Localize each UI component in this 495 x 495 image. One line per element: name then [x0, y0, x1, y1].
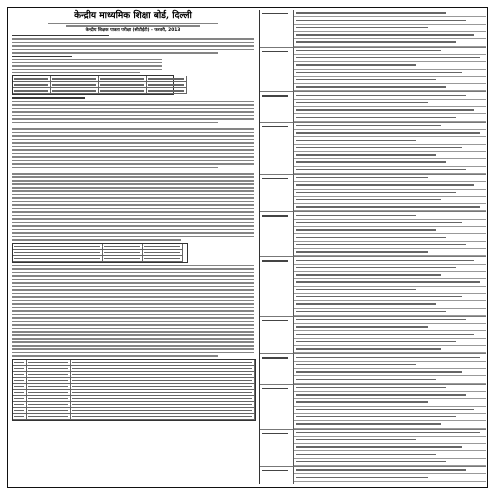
- centre-row: [294, 197, 486, 204]
- centre-row: [294, 62, 486, 69]
- exam-timing-table: [12, 75, 174, 95]
- centre-list: [294, 430, 486, 468]
- state-cell: [260, 257, 294, 317]
- state-cell: [260, 212, 294, 257]
- centre-row: [294, 234, 486, 241]
- centre-list: [294, 317, 486, 355]
- state-cell: [260, 10, 294, 48]
- state-cell: [260, 123, 294, 175]
- centre-row: [294, 346, 486, 353]
- centre-row: [294, 107, 486, 114]
- centre-row: [294, 317, 486, 324]
- centre-row: [294, 70, 486, 77]
- centre-row: [294, 92, 486, 99]
- centre-row: [294, 309, 486, 316]
- centre-row: [294, 331, 486, 338]
- centre-row: [294, 32, 486, 39]
- state-cell: [260, 467, 294, 484]
- centre-list: [294, 10, 486, 48]
- exam-centres-table: [260, 10, 486, 484]
- centre-list: [294, 48, 486, 93]
- centre-row: [294, 204, 486, 211]
- centre-row: [294, 287, 486, 294]
- centre-row: [294, 421, 486, 428]
- centre-row: [294, 114, 486, 121]
- notice-intro-text: [12, 35, 254, 54]
- centre-row: [294, 123, 486, 130]
- state-cell: [260, 430, 294, 468]
- centre-row: [294, 376, 486, 383]
- state-cell: [260, 317, 294, 355]
- centre-row: [294, 212, 486, 219]
- schedule-dates-block: [12, 56, 162, 74]
- centre-row: [294, 190, 486, 197]
- fee-table: [12, 243, 188, 263]
- centre-row: [294, 467, 486, 474]
- centre-row: [294, 279, 486, 286]
- centre-row: [294, 444, 486, 451]
- centre-row: [294, 459, 486, 466]
- centre-row: [294, 242, 486, 249]
- centre-row: [294, 257, 486, 264]
- notice-title: केन्द्रीय शिक्षक पात्रता परीक्षा (सीटीईटी) - फरवरी, 2013: [85, 27, 181, 33]
- centre-row: [294, 249, 486, 256]
- centre-row: [294, 369, 486, 376]
- centre-list: [294, 175, 486, 213]
- state-cell: [260, 48, 294, 93]
- organization-title: केन्द्रीय माध्यमिक शिक्षा बोर्ड, दिल्ली: [74, 11, 192, 21]
- notice-main-column: [12, 11, 254, 483]
- centre-row: [294, 100, 486, 107]
- centre-row: [294, 77, 486, 84]
- centre-row: [294, 301, 486, 308]
- centre-row: [294, 167, 486, 174]
- centre-row: [294, 339, 486, 346]
- centre-row: [294, 10, 486, 17]
- centre-list: [294, 212, 486, 257]
- state-cell: [260, 385, 294, 430]
- centre-row: [294, 414, 486, 421]
- centre-row: [294, 385, 486, 392]
- centre-row: [294, 407, 486, 414]
- centre-row: [294, 430, 486, 437]
- centre-list: [294, 385, 486, 430]
- organization-address-line: [12, 23, 254, 27]
- centre-row: [294, 84, 486, 91]
- application-procedure-text: [12, 265, 254, 357]
- centre-row: [294, 130, 486, 137]
- centre-row: [294, 324, 486, 331]
- centre-row: [294, 17, 486, 24]
- centre-row: [294, 152, 486, 159]
- regional-offices-table: [12, 359, 256, 421]
- centre-row: [294, 399, 486, 406]
- centre-row: [294, 220, 486, 227]
- state-cell: [260, 354, 294, 384]
- centre-row: [294, 437, 486, 444]
- centre-row: [294, 272, 486, 279]
- centre-row: [294, 354, 486, 361]
- state-cell: [260, 175, 294, 213]
- centre-row: [294, 294, 486, 301]
- eligibility-text: [12, 97, 254, 240]
- centre-list: [294, 354, 486, 384]
- centre-row: [294, 39, 486, 46]
- newspaper-notice-page: [7, 7, 488, 488]
- centre-list: [294, 467, 486, 484]
- centre-row: [294, 159, 486, 166]
- exam-centres-column: [259, 10, 486, 484]
- centre-row: [294, 265, 486, 272]
- centre-row: [294, 227, 486, 234]
- centre-row: [294, 145, 486, 152]
- centre-list: [294, 123, 486, 175]
- centre-row: [294, 137, 486, 144]
- centre-row: [294, 362, 486, 369]
- centre-row: [294, 55, 486, 62]
- centre-row: [294, 392, 486, 399]
- centre-row: [294, 175, 486, 182]
- centre-row: [294, 482, 486, 484]
- centre-row: [294, 451, 486, 458]
- centre-row: [294, 182, 486, 189]
- centre-row: [294, 25, 486, 32]
- state-cell: [260, 92, 294, 122]
- centre-list: [294, 92, 486, 122]
- centre-list: [294, 257, 486, 317]
- centre-row: [294, 474, 486, 481]
- centre-row: [294, 48, 486, 55]
